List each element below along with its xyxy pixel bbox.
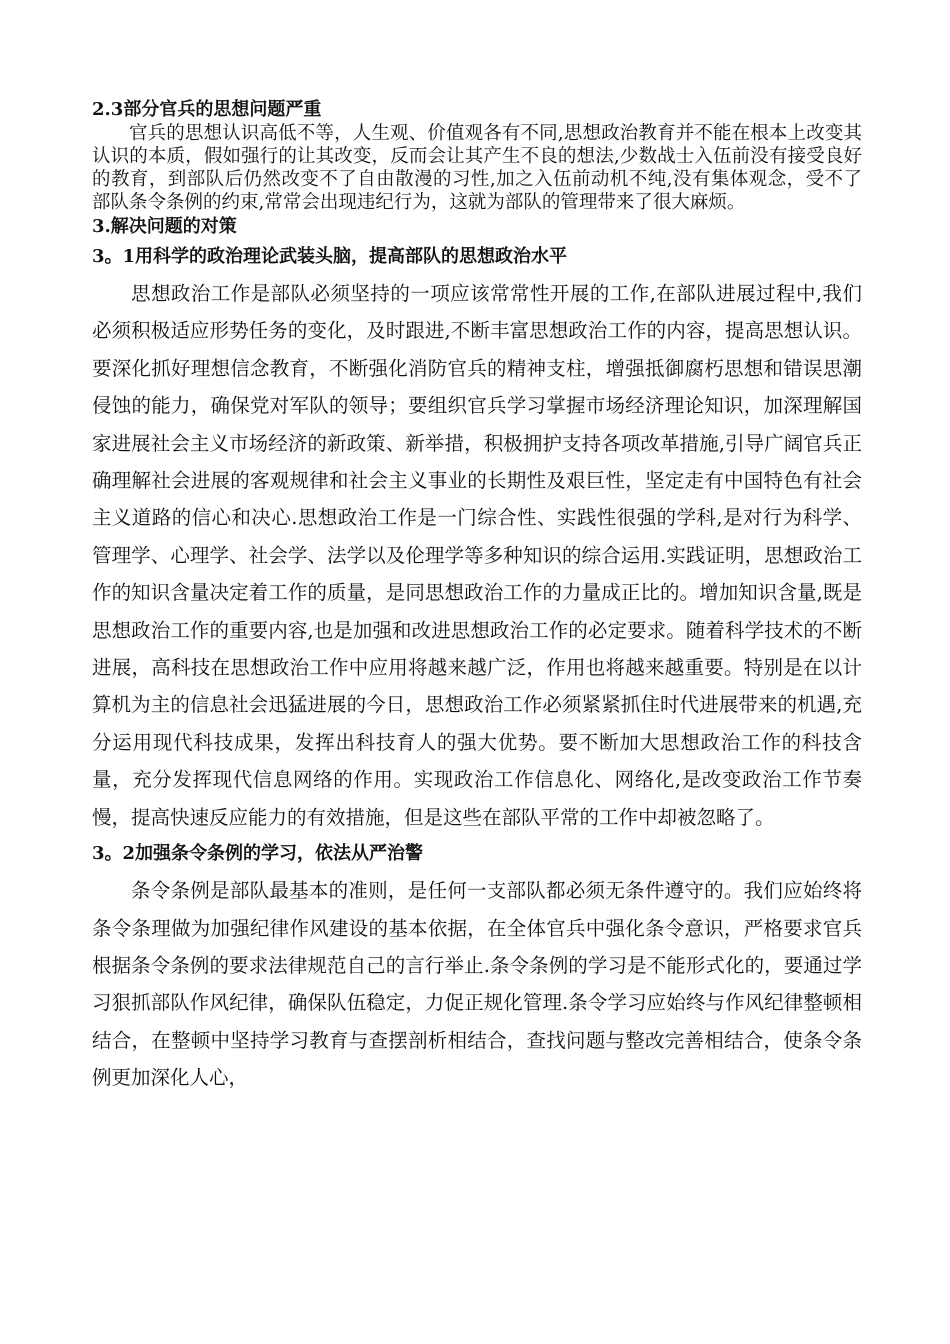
document-page [92,98,862,1097]
section-2-3-heading: 2.3部分官兵的思想问题严重 [92,99,322,120]
section-3-2-heading: 3。2加强条令条例的学习，依法从严治警 [92,843,424,865]
section-3-2-paragraph: 条令条例是部队最基本的准则，是任何一支部队都必须无条件遵守的。我们应始终将条令条理做为加强纪律作风建设的基本依据，在全体官兵中强化条令意识，严格要求官兵根据条令条例的要求法律规范自己的言行举止.条令条例的学习是不能形式化的，要通过学习狠抓部队作风纪律，确保队伍稳定，力促正规化管理.条令学习应始终与作风纪律整顿相结合，在整顿中坚持学习教育与查摆剖析相结合，查找问题与整改完善相结合，使条令条例更加深化人心， [92,879,862,1090]
section-3-1-paragraph: 思想政治工作是部队必须坚持的一项应该常常性开展的工作,在部队进展过程中,我们必须积极适应形势任务的变化，及时跟进,不断丰富思想政治工作的内容，提高思想认识。要深化抓好理想信念教育，不断强化消防官兵的精神支柱，增强抵御腐朽思想和错误思潮侵蚀的能力，确保党对军队的领导；要组织官兵学习掌握市场经济理论知识，加深理解国家进展社会主义市场经济的新政策、新举措，积极拥护支持各项改革措施,引导广阔官兵正确理解社会进展的客观规律和社会主义事业的长期性及艰巨性，坚定走有中国特色有社会主义道路的信心和决心.思想政治工作是一门综合性、实践性很强的学科,是对行为科学、管理学、心理学、社会学、法学以及伦理学等多种知识的综合运用.实践证明，思想政治工作的知识含量决定着工作的质量，是同思想政治工作的力量成正比的。增加知识含量,既是思想政治工作的重要内容,也是加强和改进思想政治工作的必定要求。随着科学技术的不断进展，高科技在思想政治工作中应用将越来越广泛，作用也将越来越重要。特别是在以计算机为主的信息社会迅猛进展的今日，思想政治工作必须紧紧抓住时代进展带来的机遇,充分运用现代科技成果，发挥出科技育人的强大优势。要不断加大思想政治工作的科技含量，充分发挥现代信息网络的作用。实现政治工作信息化、网络化,是改变政治工作节奏慢，提高快速反应能力的有效措施，但是这些在部队平常的工作中却被忽略了。 [92,282,862,829]
section-2-3-paragraph: 官兵的思想认识高低不等，人生观、价值观各有不同,思想政治教育并不能在根本上改变其认识的本质，假如强行的让其改变，反而会让其产生不良的想法,少数战士入伍前没有接受良好的教育，到部队后仍然改变不了自由散漫的习性,加之入伍前动机不纯,没有集体观念，受不了部队条令条例的约束,常常会出现违纪行为，这就为部队的管理带来了很大麻烦。 [92,123,862,213]
section-3-1-heading: 3。1用科学的政治理论武装头脑，提高部队的思想政治水平 [92,246,568,267]
section-3-heading: 3.解决问题的对策 [92,216,237,237]
